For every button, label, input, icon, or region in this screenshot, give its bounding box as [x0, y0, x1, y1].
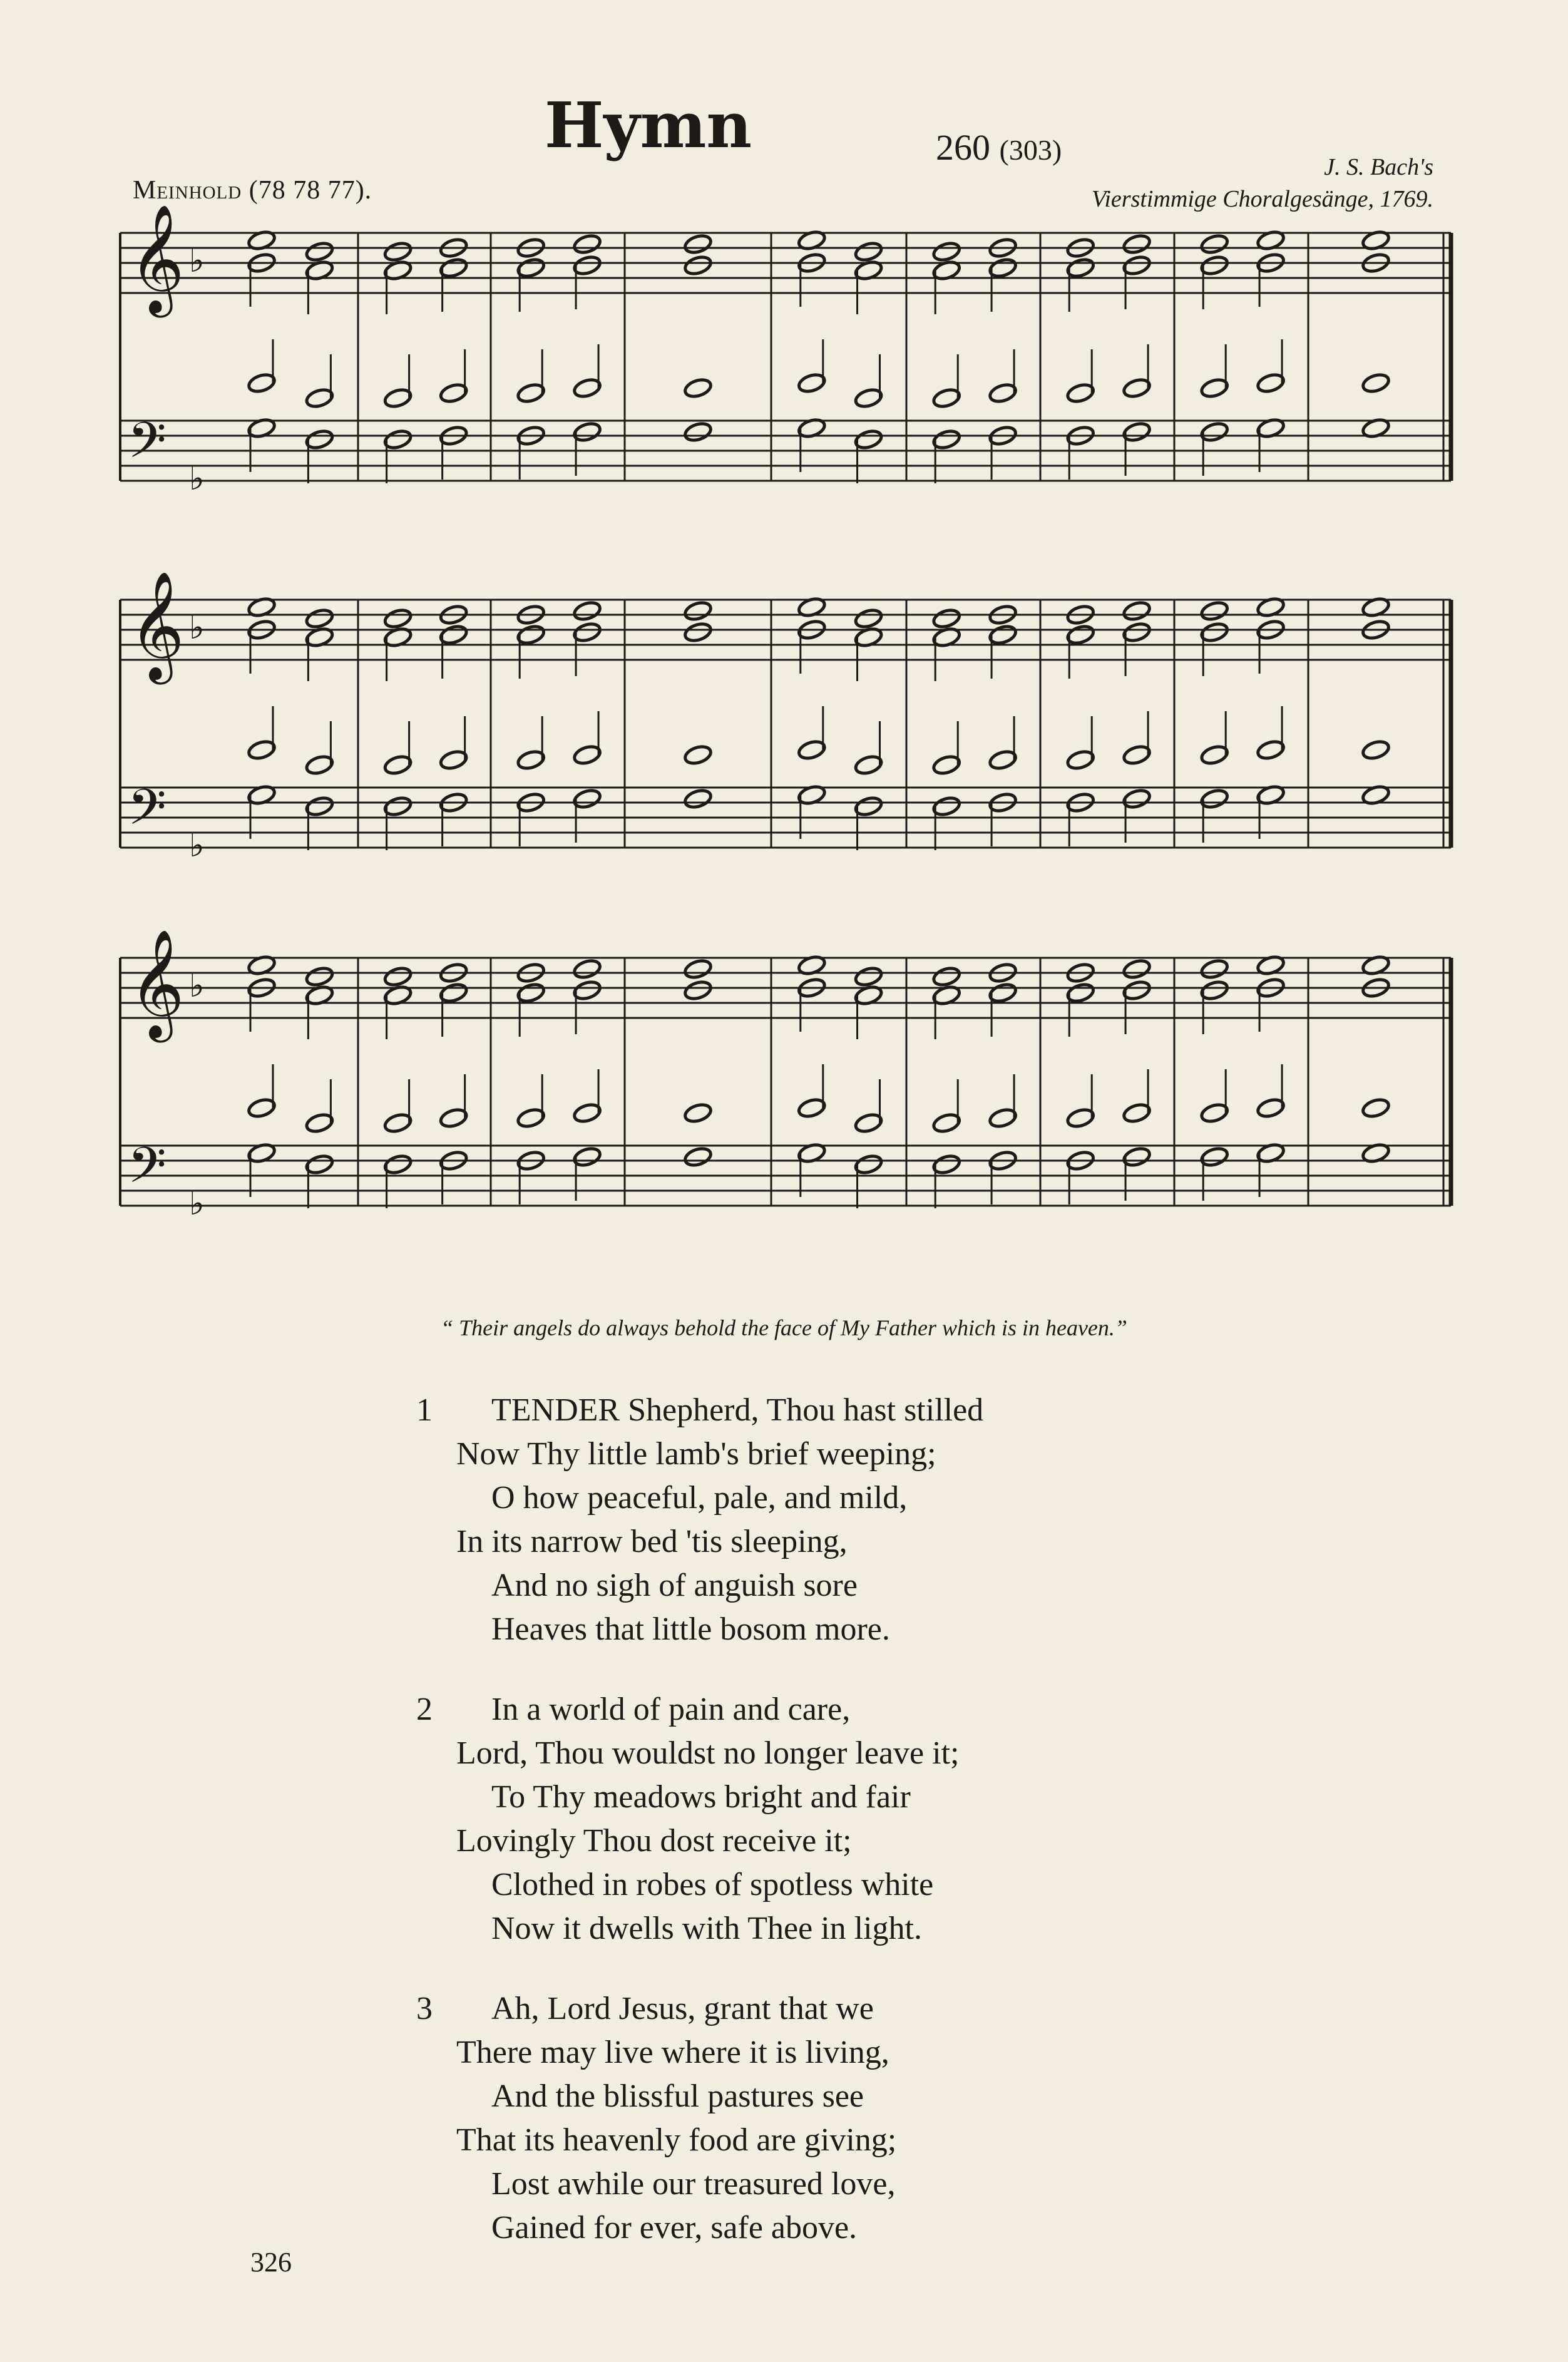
note-head	[572, 600, 602, 622]
verse-line: Heaves that little bosom more.	[491, 1611, 890, 1647]
flat-icon: ♭	[189, 610, 205, 646]
verse-line: Lord, Thou wouldst no longer leave it;	[456, 1735, 960, 1771]
verse-line: Gained for ever, safe above.	[491, 2210, 858, 2246]
epigraph: “ Their angels do always behold the face of My Father which is in heaven.”	[441, 1315, 1127, 1340]
note-head	[1200, 233, 1229, 255]
note-head	[383, 965, 412, 988]
note-head	[1361, 372, 1390, 394]
verse-line: Now it dwells with Thee in light.	[491, 1911, 922, 1946]
treble-clef-icon: 𝄞	[129, 929, 185, 1038]
note-head	[683, 377, 712, 399]
note-head	[1200, 600, 1229, 622]
note-head	[1361, 739, 1390, 761]
verse-line: And the blissful pastures see	[491, 2078, 864, 2114]
note-head	[854, 240, 883, 263]
flat-icon: ♭	[189, 461, 205, 497]
note-head	[932, 607, 961, 630]
verse-line: 2 In a world of pain and care,	[416, 1688, 983, 1732]
note-head	[572, 958, 602, 980]
note-head	[572, 233, 602, 255]
note-head	[683, 744, 712, 766]
verses	[416, 1389, 983, 2286]
flat-icon: ♭	[189, 828, 205, 864]
note-head	[683, 1102, 712, 1124]
tune-name: Meinhold (78 78 77).	[133, 176, 372, 205]
note-head	[854, 607, 883, 630]
verse-line: To Thy meadows bright and fair	[491, 1779, 911, 1815]
hymn-number: 260 (303)	[936, 127, 1062, 168]
treble-clef-icon: 𝄞	[129, 204, 185, 313]
verse-line: Lovingly Thou dost receive it;	[456, 1823, 852, 1859]
bass-clef-icon: 𝄢	[128, 411, 167, 481]
verse-1	[416, 1389, 983, 1651]
verse-2	[416, 1688, 983, 1951]
verse-number: 3	[416, 1991, 433, 2026]
verse-line: Clothed in robes of spotless white	[491, 1867, 934, 1902]
flat-icon: ♭	[189, 244, 205, 279]
note-head	[683, 600, 712, 622]
note-head	[854, 965, 883, 988]
note-head	[383, 607, 412, 630]
verse-line: O how peaceful, pale, and mild,	[491, 1480, 908, 1516]
verse-line: 1 TENDER Shepherd, Thou hast stilled	[416, 1389, 983, 1432]
verse-number: 2	[416, 1692, 433, 1727]
note-head	[1361, 1097, 1390, 1119]
verse-line: There may live where it is living,	[456, 2035, 889, 2070]
treble-clef-icon: 𝄞	[129, 571, 185, 680]
flat-icon: ♭	[189, 1186, 205, 1222]
note-head	[305, 965, 334, 988]
note-head	[305, 607, 334, 630]
note-head	[683, 254, 712, 277]
note-head	[683, 233, 712, 255]
note-head	[383, 240, 412, 263]
verse-number: 1	[416, 1392, 433, 1428]
bass-clef-icon: 𝄢	[128, 778, 167, 848]
note-head	[932, 965, 961, 988]
note-head	[1122, 958, 1151, 980]
verse-3	[416, 1987, 983, 2250]
note-head	[683, 979, 712, 1002]
verse-line: That its heavenly food are giving;	[456, 2122, 897, 2158]
note-head	[683, 421, 712, 443]
verse-line: In its narrow bed 'tis sleeping,	[456, 1524, 848, 1559]
note-head	[1122, 600, 1151, 622]
page-number: 326	[250, 2247, 292, 2277]
verse-line: And no sigh of anguish sore	[491, 1568, 858, 1603]
verse-line: Lost awhile our treasured love,	[491, 2166, 896, 2202]
composer-source: J. S. Bach's Vierstimmige Choralgesänge, 1769.	[1091, 154, 1433, 213]
note-head	[683, 958, 712, 980]
note-head	[305, 240, 334, 263]
note-head	[683, 788, 712, 810]
flat-icon: ♭	[189, 968, 205, 1004]
note-head	[1200, 958, 1229, 980]
note-head	[932, 240, 961, 263]
bass-clef-icon: 𝄢	[128, 1136, 167, 1206]
verse-line: Now Thy little lamb's brief weeping;	[456, 1436, 936, 1472]
note-head	[683, 1146, 712, 1168]
note-head	[683, 621, 712, 644]
verse-line: 3 Ah, Lord Jesus, grant that we	[416, 1987, 983, 2031]
note-head	[1122, 233, 1151, 255]
hymn-title: Hymn	[545, 88, 752, 162]
